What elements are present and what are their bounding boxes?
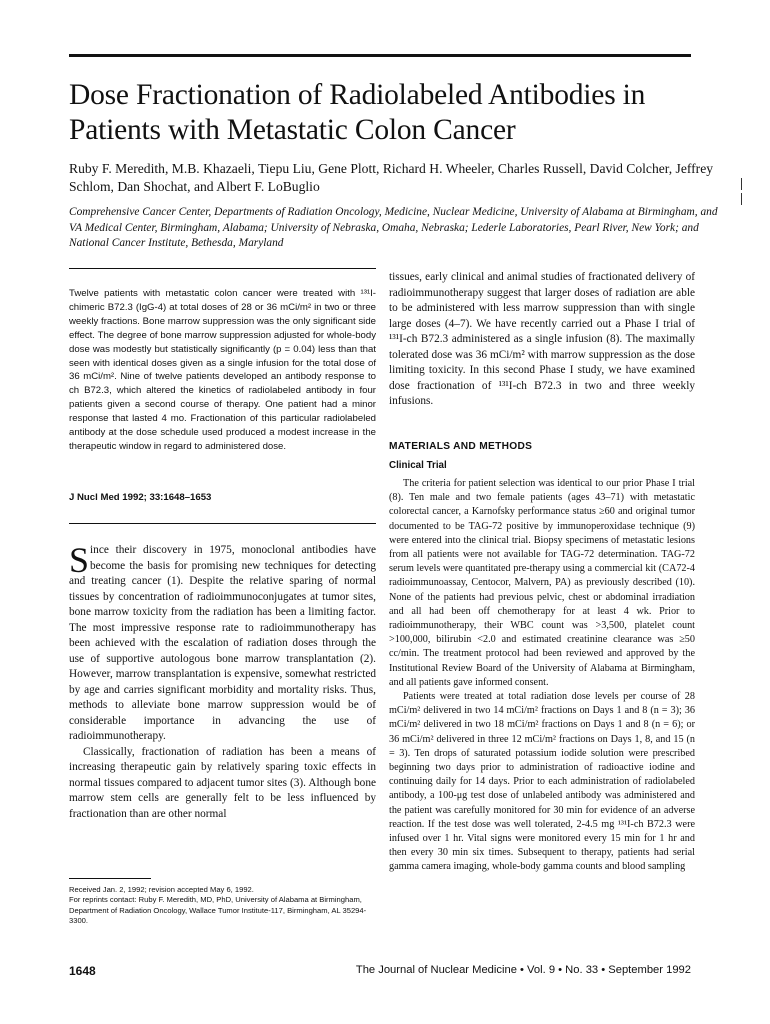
margin-mark [741, 178, 742, 190]
methods-paragraph-2: Patients were treated at total radiation dose levels per course of 28 mCi/m² delivered in two 14 mCi/m² fractions on Days 1 and 8 (n = 3); 36 mCi/m² delivered in two 18 mCi/m² fractions on Days 1 and 8 (n = 6); or 36 mCi/m² delivered in three 12 mCi/m² fractions on Days 1, 8, and 15 (n = 3). Ten drops of saturated potassium iodide solution were prescribed beginning two days prior to administration of radioactive iodine and continuing daily for 14 days. Prior to each administration of radiolabeled antibody, a 100-μg test dose of unlabeled antibody was administered and the patient was carefully monitored for 30 min for evidence of an adverse reaction. If the test dose was well tolerated, 2-4.5 mg ¹³¹I-ch B72.3 were infused over 1 hr. Vital signs were monitored every 15 min for 1 hr and then every 30 min six times. Subsequent to therapy, patients had serial gamma camera imaging, whole-body gamma counts and blood sampling [389, 691, 695, 873]
intro-paragraph-3: tissues, early clinical and animal studies of fractionated delivery of radioimmunotherapy suggest that larger doses of radiation are able to be administered with less marrow suppression than with single large doses (4–7). We have recently carried out a Phase I trial of ¹³¹I-ch B72.3 administered as a single infusion (8). The maximally tolerated dose was 36 mCi/m² with marrow suppression as the dose limiting toxicity. In this second Phase I study, we have examined dose fractionation of ¹³¹I-ch B72.3 in two and three weekly infusions. [389, 271, 695, 407]
subsection-heading: Clinical Trial [389, 460, 447, 471]
intro-paragraph-1 [69, 540, 376, 745]
methods-paragraph-1: The criteria for patient selection was identical to our prior Phase I trial (8). Ten male and two female patients (ages 43–71) with metastatic colorectal cancer, a Karnofsky performance status ≥60 and original tumor documented to be TAG-72 positive by immunoperoxidase technique (9) were entered into the clinical trial. Biopsy specimens of metastatic lesions from all patients were not available for TAG-72 determination. TAG-72 serum levels were quantitated pre-therapy using a commercial kit (CA72-4 radioimmunoassay, Centocor, Malvern, PA) as previously described (10). None of the patients had previous pelvic, chest or abdominal irradiation and all had been off chemotherapy for at least 4 wk. Prior to radioimmunotherapy, their WBC count was >3,500, platelet count >100,000, bilirubin <2.0 and estimated creatinine clearance was ≥50 cc/min. The treatment protocol had been reviewed and approved by the Institutional Review Board of the University of Alabama at Birmingham, and all patients gave informed consent. [389, 478, 695, 688]
section-heading: MATERIALS AND METHODS [389, 441, 533, 452]
journal-footer: The Journal of Nuclear Medicine • Vol. 9 • No. 33 • September 1992 [355, 964, 691, 976]
abstract-rule [69, 268, 376, 269]
author-list: Ruby F. Meredith, M.B. Khazaeli, Tiepu Liu, Gene Plott, Richard H. Wheeler, Charles Russell, David Colcher, Jeffrey Schlom, Dan Shochat, and Albert F. LoBuglio [69, 161, 714, 194]
footnote-reprints: For reprints contact: Ruby F. Meredith, MD, PhD, University of Alabama at Birmingham, Department of Radiation Oncology, Wallace Tumor Institute-117, Birmingham, AL 35294-3300. [69, 895, 367, 925]
article-title: Dose Fractionation of Radiolabeled Antibodies in Patients with Metastatic Colon Cancer [69, 79, 646, 146]
citation: J Nucl Med 1992; 33:1648–1653 [69, 492, 212, 503]
drop-cap: S [69, 540, 90, 580]
top-rule [69, 54, 691, 57]
footnote-received: Received Jan. 2, 1992; revision accepted May 6, 1992. [69, 885, 254, 894]
footnotes [69, 885, 376, 926]
intro-paragraph-1-text: ince their discovery in 1975, monoclonal antibodies have become the basis for promising new techniques for detecting and treating cancer (1). Despite the relative sparing of normal tissues by concentration of radioimmunoconjugates at tumor sites, bone marrow toxicity from the radiation has been a limiting factor. The most impressive response rate to radioimmunotherapy has been achieved with the escalation of radiation doses through the use of supportive autologous bone marrow transplantation (2). However, marrow transplantation is expensive, somewhat restricted by age and carries significant morbidity and mortality risks. Thus, methods to alleviate bone marrow suppression would be of considerable importance in advancing the use of radioimmunotherapy. [69, 544, 376, 742]
page-number: 1648 [69, 964, 96, 978]
intro-paragraph-2: Classically, fractionation of radiation has been a means of increasing therapeutic gain by relatively sparing toxic effects in normal tissues compared to adjacent tumor sites (3). Although bone marrow stem cells are generally felt to be less influenced by fractionation than are other normal [69, 745, 376, 820]
body-rule [69, 523, 376, 524]
introduction [69, 540, 376, 822]
abstract: Twelve patients with metastatic colon cancer were treated with ¹³¹I-chimeric B72.3 (IgG-4) at total doses of 28 or 36 mCi/m² in two or three weekly fractions. Bone marrow suppression was the only significant side effect. The degree of bone marrow suppression adjusted for whole-body dose was modestly but statistically significantly (p = 0.04) less than that seen with identical doses given as a single infusion for the total dose of 36 mCi/m². Nine of twelve patients developed an antibody response to ch B72.3, which altered the kinetics of radiolabeled antibody in four patients given a second course of therapy. One patient had a minor response that lasted 4 mo. Fractionation of this particular radiolabeled antibody at the dose schedule used produced a modest increase in the therapeutic window in regard to administered dose. [69, 288, 376, 452]
methods-text [389, 477, 695, 875]
footnote-rule [69, 878, 151, 879]
affiliations: Comprehensive Cancer Center, Departments of Radiation Oncology, Medicine, Nuclear Medicine, University of Alabama at Birmingham, and VA Medical Center, Birmingham, Alabama; University of Nebraska, Omaha, Nebraska; Lederle Laboratories, Pearl River, New York; and National Cancer Institute, Bethesda, Maryland [69, 206, 718, 249]
margin-mark [741, 193, 742, 205]
intro-continued [389, 270, 695, 410]
